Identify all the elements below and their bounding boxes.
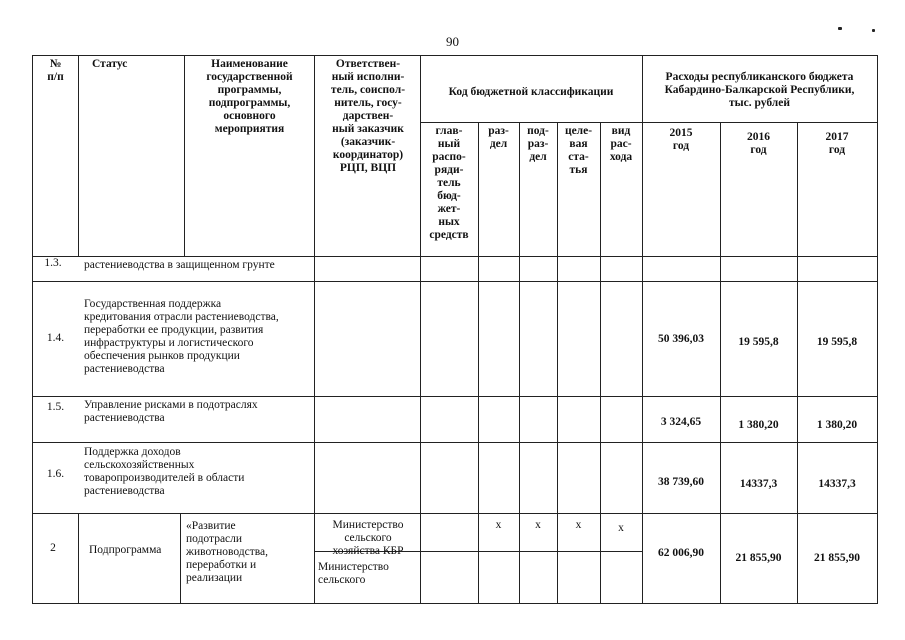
responsible-ministry-continued: Министерство сельского xyxy=(318,561,389,586)
row-value-2016: 1 380,20 xyxy=(738,419,779,431)
header-code-section: раз- дел xyxy=(488,125,509,150)
scan-speck xyxy=(838,27,842,30)
table-line xyxy=(32,281,878,282)
table-line xyxy=(797,122,798,603)
row-num: 1.6. xyxy=(46,468,65,480)
x-mark: х xyxy=(575,519,582,531)
table-line xyxy=(32,55,878,56)
row-value-2015: 3 324,65 xyxy=(660,416,702,428)
row-text: Поддержка доходов сельскохозяйственных товаропроизводителей в области растениеводства xyxy=(84,446,245,497)
header-code-expense-type: вид рас- хода xyxy=(609,125,633,163)
row-value-2015: 50 396,03 xyxy=(658,333,704,345)
header-year-2015: 2015 год xyxy=(669,127,693,152)
header-num: № п/п xyxy=(47,58,64,83)
table-line xyxy=(78,55,79,256)
x-mark: х xyxy=(535,519,541,531)
table-line xyxy=(78,513,79,603)
header-status: Статус xyxy=(92,58,128,70)
header-code-subsection: под- раз- дел xyxy=(527,125,549,163)
table-line xyxy=(184,55,185,256)
row-value-2017: 19 595,8 xyxy=(816,336,858,348)
row-value-2017: 14337,3 xyxy=(818,478,856,490)
table-line xyxy=(877,55,878,603)
row-value-2016: 14337,3 xyxy=(739,478,778,490)
row-value-2015: 62 006,90 xyxy=(658,547,704,559)
header-name: Наименование государственной программы, подпрограммы, основного мероприятия xyxy=(206,58,293,135)
x-mark: х xyxy=(495,519,502,531)
table-line xyxy=(32,256,878,257)
table-line xyxy=(32,442,878,443)
page-number: 90 xyxy=(446,34,459,49)
header-budget-code: Код бюджетной классификации xyxy=(448,86,614,98)
row-value-2017: 21 855,90 xyxy=(814,552,860,564)
row-num: 1.5. xyxy=(46,401,65,413)
table-line xyxy=(32,55,33,603)
row-value-2015: 38 739,60 xyxy=(658,476,704,488)
row-value-2017: 1 380,20 xyxy=(816,419,858,431)
table-line xyxy=(32,513,878,514)
header-year-2016: 2016 год xyxy=(747,131,770,156)
table-line xyxy=(32,603,878,604)
row-num: 2 xyxy=(50,542,56,554)
x-mark: х xyxy=(618,522,624,534)
row-value-2016: 19 595,8 xyxy=(738,336,779,348)
subprogram-status: Подпрограмма xyxy=(89,544,162,556)
header-expenses: Расходы республиканского бюджета Кабардино-Балкарской Республики, тыс. рублей xyxy=(664,71,855,109)
row-num: 1.3. xyxy=(44,257,62,269)
header-responsible: Ответствен- ный исполни- тель, соиспол- нитель, госу- дарствен- ный заказчик (заказчик- координатор) РЦП, ВЦП xyxy=(330,58,406,174)
table-line xyxy=(32,396,878,397)
table-line xyxy=(180,513,181,603)
header-code-target-article: целе- вая ста- тья xyxy=(564,125,593,176)
table-line xyxy=(420,122,878,123)
row-text: Государственная поддержка кредитования отрасли растениеводства, переработки ее продукции, развития инфраструктуры и логистического обеспечения рынков продукции растениеводства xyxy=(84,298,279,375)
header-year-2017: 2017 год xyxy=(825,131,849,156)
table-line xyxy=(720,122,721,603)
row-value-2016: 21 855,90 xyxy=(735,552,782,564)
row-text: Управление рисками в подотраслях растениеводства xyxy=(84,399,258,424)
subprogram-name: «Развитие подотрасли животноводства, переработки и реализации xyxy=(186,520,268,584)
row-text: растениеводства в защищенном грунте xyxy=(84,259,275,271)
scan-speck xyxy=(872,29,875,32)
header-code-main-manager: глав- ный распо- ряди- тель бюд- жет- ных средств xyxy=(429,125,469,241)
responsible-ministry: Министерство сельского хозяйства КБР xyxy=(332,519,404,557)
row-num: 1.4. xyxy=(46,332,65,344)
